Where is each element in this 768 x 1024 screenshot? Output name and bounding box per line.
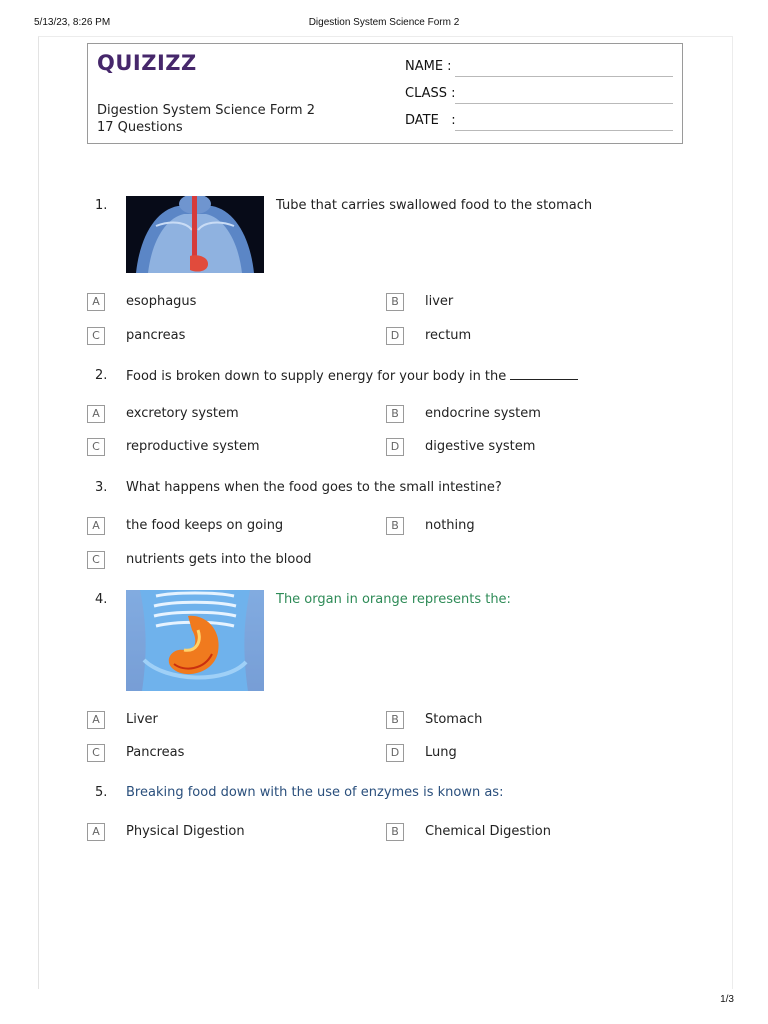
q4-option-c-text[interactable]: Pancreas xyxy=(126,745,185,760)
q4-option-d-letter[interactable]: D xyxy=(386,744,404,762)
q3-option-c-text[interactable]: nutrients gets into the blood xyxy=(126,552,312,567)
esophagus-illustration xyxy=(126,196,264,273)
question-2-text: Food is broken down to supply energy for your body in the xyxy=(126,369,507,384)
q1-option-b-text[interactable]: liver xyxy=(425,294,454,309)
q2-option-a-text[interactable]: excretory system xyxy=(126,406,239,421)
date-field xyxy=(405,109,675,131)
name-field xyxy=(405,55,675,77)
answer-blank xyxy=(510,368,578,380)
date-line[interactable] xyxy=(455,130,673,131)
q4-option-a-letter[interactable]: A xyxy=(87,711,105,729)
question-2 xyxy=(126,368,578,384)
name-line[interactable] xyxy=(455,76,673,77)
q2-option-d-text[interactable]: digestive system xyxy=(425,439,536,454)
date-label: DATE : xyxy=(405,113,456,128)
q3-option-b-text[interactable]: nothing xyxy=(425,518,475,533)
stomach-illustration xyxy=(126,590,264,691)
q4-option-c-letter[interactable]: C xyxy=(87,744,105,762)
q3-option-a-text[interactable]: the food keeps on going xyxy=(126,518,284,533)
print-datetime: 5/13/23, 8:26 PM xyxy=(34,17,111,28)
class-label: CLASS : xyxy=(405,86,456,101)
question-1-text: Tube that carries swallowed food to the stomach xyxy=(276,198,593,213)
question-1-number: 1. xyxy=(95,198,108,213)
q5-option-b-text[interactable]: Chemical Digestion xyxy=(425,824,551,839)
q4-option-a-text[interactable]: Liver xyxy=(126,712,158,727)
q3-option-c-letter[interactable]: C xyxy=(87,551,105,569)
quizizz-logo: QUIZIZZ xyxy=(97,51,197,75)
question-5-number: 5. xyxy=(95,785,108,800)
q5-option-a-text[interactable]: Physical Digestion xyxy=(126,824,245,839)
question-3-text: What happens when the food goes to the small intestine? xyxy=(126,480,502,495)
q1-option-d-letter[interactable]: D xyxy=(386,327,404,345)
q5-option-b-letter[interactable]: B xyxy=(386,823,404,841)
q2-option-d-letter[interactable]: D xyxy=(386,438,404,456)
print-header xyxy=(0,17,768,31)
class-field xyxy=(405,82,675,104)
q5-option-a-letter[interactable]: A xyxy=(87,823,105,841)
q3-option-a-letter[interactable]: A xyxy=(87,517,105,535)
q1-option-a-text[interactable]: esophagus xyxy=(126,294,197,309)
question-4-number: 4. xyxy=(95,592,108,607)
q2-option-c-letter[interactable]: C xyxy=(87,438,105,456)
q1-option-c-letter[interactable]: C xyxy=(87,327,105,345)
worksheet-page xyxy=(38,36,733,989)
quiz-title: Digestion System Science Form 2 xyxy=(97,103,315,118)
q2-option-c-text[interactable]: reproductive system xyxy=(126,439,260,454)
question-count: 17 Questions xyxy=(97,120,183,135)
worksheet-header xyxy=(87,43,683,144)
question-3-number: 3. xyxy=(95,480,108,495)
q2-option-b-letter[interactable]: B xyxy=(386,405,404,423)
q4-option-d-text[interactable]: Lung xyxy=(425,745,457,760)
question-2-number: 2. xyxy=(95,368,108,383)
q1-option-d-text[interactable]: rectum xyxy=(425,328,472,343)
q1-option-a-letter[interactable]: A xyxy=(87,293,105,311)
page-number: 1/3 xyxy=(720,994,734,1005)
question-5-text: Breaking food down with the use of enzymes is known as: xyxy=(126,785,504,800)
name-label: NAME : xyxy=(405,59,452,74)
print-title: Digestion System Science Form 2 xyxy=(308,17,460,28)
q3-option-b-letter[interactable]: B xyxy=(386,517,404,535)
q2-option-a-letter[interactable]: A xyxy=(87,405,105,423)
q1-option-b-letter[interactable]: B xyxy=(386,293,404,311)
question-4-text: The organ in orange represents the: xyxy=(276,592,511,607)
class-line[interactable] xyxy=(455,103,673,104)
q1-option-c-text[interactable]: pancreas xyxy=(126,328,186,343)
q2-option-b-text[interactable]: endocrine system xyxy=(425,406,541,421)
q4-option-b-text[interactable]: Stomach xyxy=(425,712,483,727)
q4-option-b-letter[interactable]: B xyxy=(386,711,404,729)
